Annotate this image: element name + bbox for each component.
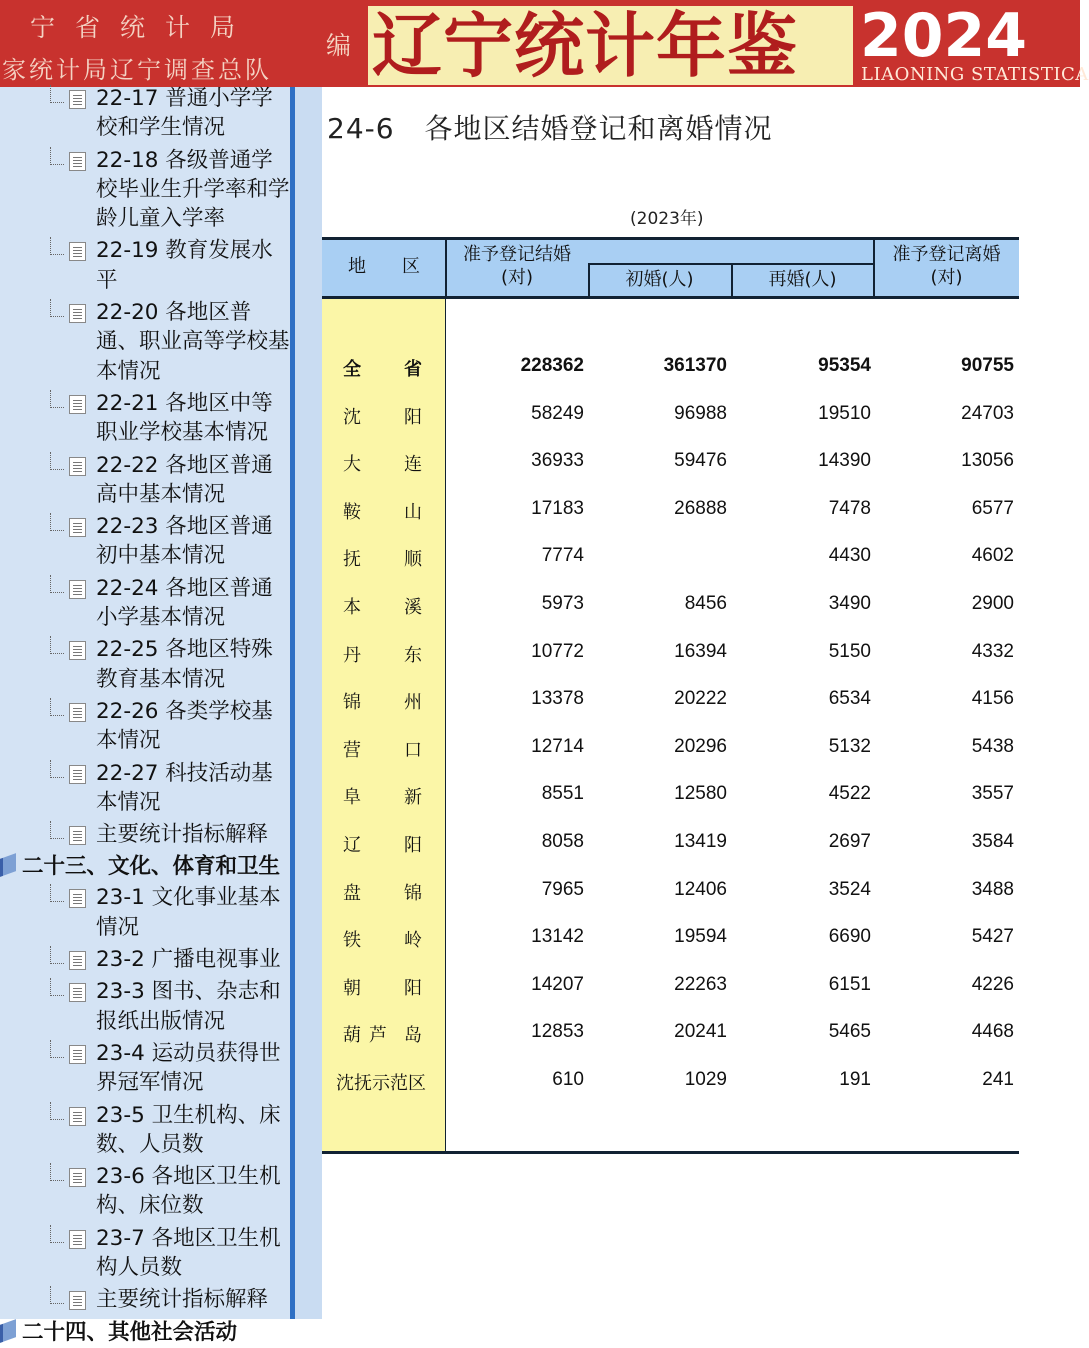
- first-marriage-count: 20222: [674, 688, 727, 710]
- table-row: [322, 688, 1019, 728]
- region-name-part: 沈: [343, 406, 361, 428]
- tree-item-label: 二十三、文化、体育和卫生: [22, 854, 281, 880]
- table-row: [322, 736, 1019, 776]
- tree-connector: [50, 1163, 64, 1181]
- tree-connector: [50, 1102, 64, 1120]
- marriage-count: 12853: [531, 1021, 584, 1043]
- content-pane: [322, 87, 1080, 1319]
- tree-item-label: 23-3 图书、杂志和报纸出版情况: [96, 979, 281, 1034]
- marriage-count: 5973: [541, 593, 584, 614]
- tree-list: [0, 83, 290, 1348]
- document-icon: [69, 951, 86, 970]
- tree-connector: [50, 884, 64, 902]
- header-divider: [588, 263, 874, 265]
- tree-connector: [50, 452, 64, 470]
- tree-leaf[interactable]: [0, 882, 290, 944]
- region-name-part: 口: [404, 739, 422, 761]
- document-icon: [69, 304, 86, 323]
- yearbook-english-title: LIAONING STATISTICA: [861, 64, 1089, 85]
- document-icon: [69, 457, 86, 476]
- divorce-count: 3557: [971, 783, 1014, 805]
- divorce-count: 4156: [971, 688, 1014, 710]
- tree-connector: [50, 698, 64, 716]
- marriage-count: 8058: [541, 831, 584, 852]
- divorce-count: 3488: [971, 878, 1014, 900]
- first-marriage-count: 12406: [674, 878, 727, 900]
- region-name-part: 东: [404, 644, 422, 666]
- tree-leaf[interactable]: [0, 1284, 290, 1316]
- divorce-count: 2900: [971, 593, 1014, 614]
- tree-item-label: 22-25 各地区特殊教育基本情况: [96, 637, 273, 692]
- tree-item-label: 23-7 各地区卫生机构人员数: [96, 1225, 281, 1280]
- divorce-count: 241: [982, 1069, 1014, 1090]
- tree-leaf[interactable]: [0, 388, 290, 450]
- region-name-part: 山: [404, 501, 422, 523]
- remarriage-count: 5150: [828, 640, 871, 662]
- table-row: [322, 926, 1019, 966]
- tree-connector: [50, 978, 64, 996]
- remarriage-count: 19510: [818, 402, 871, 424]
- header-marriage-unit: (对): [500, 267, 534, 288]
- remarriage-count: 95354: [818, 355, 871, 376]
- document-icon: [69, 395, 86, 414]
- tree-connector: [50, 821, 64, 839]
- document-icon: [69, 580, 86, 599]
- tree-leaf[interactable]: [0, 573, 290, 635]
- document-icon: [69, 152, 86, 171]
- remarriage-count: 2697: [828, 831, 871, 852]
- tree-item-label: 22-20 各地区普通、职业高等学校基本情况: [96, 300, 290, 384]
- tree-leaf[interactable]: [0, 511, 290, 573]
- divorce-count: 6577: [971, 497, 1014, 519]
- divorce-count: 4332: [971, 640, 1014, 662]
- tree-item-label: 22-18 各级普通学校毕业生升学率和学龄儿童入学率: [96, 147, 290, 232]
- first-marriage-count: 20296: [674, 735, 727, 757]
- divorce-count: 5438: [971, 735, 1014, 757]
- region-name-part: 辽: [343, 835, 361, 856]
- remarriage-count: 4522: [828, 783, 871, 805]
- tree-connector: [50, 237, 64, 255]
- region-name-part: 省: [404, 359, 422, 380]
- tree-branch[interactable]: [0, 851, 290, 882]
- region-name-part: 营: [343, 739, 361, 761]
- region-name: 沈抚示范区: [336, 1073, 426, 1094]
- region-name-part: 锦: [343, 692, 361, 714]
- tree-connector: [50, 1040, 64, 1058]
- tree-branch[interactable]: [0, 1317, 290, 1348]
- divorce-count: 3584: [971, 831, 1014, 852]
- tree-leaf[interactable]: [0, 297, 290, 388]
- document-icon: [69, 1230, 86, 1249]
- tree-item-label: 主要统计指标解释: [96, 822, 269, 848]
- remarriage-count: 14390: [818, 450, 871, 472]
- tree-connector: [50, 575, 64, 593]
- document-icon: [69, 889, 86, 908]
- divorce-count: 4468: [971, 1021, 1014, 1043]
- tree-item-label: 二十四、其他社会活动: [22, 1319, 238, 1345]
- edit-label: 编: [326, 31, 352, 60]
- tree-item-label: 主要统计指标解释: [96, 1287, 269, 1313]
- tree-item-label: 23-5 卫生机构、床数、人员数: [96, 1102, 281, 1157]
- table-row: [322, 783, 1019, 823]
- tree-leaf[interactable]: [0, 1161, 290, 1223]
- table-title: 各地区结婚登记和离婚情况: [424, 112, 773, 145]
- region-name-part: 丹: [343, 644, 361, 666]
- tree-leaf[interactable]: [0, 696, 290, 758]
- header-marriage: 准予登记结婚: [463, 244, 571, 265]
- first-marriage-count: 13419: [674, 831, 727, 852]
- document-icon: [69, 1168, 86, 1187]
- region-name-part: 全: [343, 359, 361, 380]
- marriage-count: 228362: [520, 355, 584, 376]
- tree-connector: [50, 1286, 64, 1304]
- region-name-part: 盘: [343, 882, 361, 904]
- document-icon: [69, 826, 86, 845]
- book-icon: [0, 1319, 16, 1343]
- region-name-part: 铁: [343, 930, 361, 952]
- region-name-part: 溪: [404, 597, 422, 618]
- tree-connector: [50, 85, 64, 103]
- tree-item-label: 22-26 各类学校基本情况: [96, 698, 273, 754]
- marriage-count: 58249: [531, 402, 584, 424]
- tree-leaf[interactable]: [0, 819, 290, 851]
- header-divorce: 准予登记离婚: [892, 244, 1001, 265]
- remarriage-count: 6534: [828, 688, 871, 710]
- tree-leaf[interactable]: [0, 976, 290, 1038]
- yearbook-title: 辽宁统计年鉴: [372, 4, 798, 87]
- region-name-part: 阳: [404, 977, 422, 999]
- first-marriage-count: 26888: [674, 497, 727, 519]
- table-row: [322, 974, 1019, 1014]
- marriage-count: 13142: [531, 926, 584, 948]
- region-name-part: 抚: [343, 549, 361, 571]
- first-marriage-count: 16394: [674, 640, 727, 662]
- tree-item-label: 23-2 广播电视事业: [96, 947, 281, 973]
- document-icon: [69, 1107, 86, 1126]
- tree-connector: [50, 636, 64, 654]
- document-icon: [69, 242, 86, 261]
- tree-item-label: 22-19 教育发展水平: [96, 238, 273, 293]
- region-name-part: 葫芦: [343, 1025, 395, 1047]
- header-first-marriage: 初婚(人): [625, 269, 694, 290]
- tree-leaf[interactable]: [0, 1223, 290, 1285]
- region-name-part: 大: [343, 454, 361, 476]
- remarriage-count: 191: [839, 1069, 871, 1090]
- marriage-count: 17183: [531, 497, 584, 519]
- region-name-part: 岛: [404, 1025, 422, 1047]
- table-row: [322, 1069, 1019, 1109]
- region-name-part: 连: [404, 454, 422, 476]
- document-icon: [69, 518, 86, 537]
- table-row: [322, 593, 1019, 633]
- tree-connector: [50, 946, 64, 964]
- tree-item-label: 23-1 文化事业基本情况: [96, 885, 281, 940]
- document-icon: [69, 90, 86, 109]
- region-name-part: 本: [343, 597, 361, 618]
- document-icon: [69, 1045, 86, 1064]
- marriage-count: 7774: [541, 545, 584, 567]
- divorce-count: 24703: [961, 402, 1014, 424]
- marriage-count: 7965: [541, 878, 584, 900]
- tree-leaf[interactable]: [0, 1100, 290, 1162]
- tree-leaf[interactable]: [0, 235, 290, 297]
- tree-leaf[interactable]: [0, 1038, 290, 1100]
- tree-connector: [50, 390, 64, 408]
- tree-connector: [50, 760, 64, 778]
- tree-item-label: 23-6 各地区卫生机构、床位数: [96, 1164, 281, 1219]
- marriage-count: 8551: [541, 783, 584, 805]
- sidebar-gutter: [295, 87, 322, 1319]
- marriage-count: 10772: [531, 640, 584, 662]
- header-banner: [0, 0, 1089, 87]
- tree-item-label: 22-17 普通小学学校和学生情况: [96, 86, 273, 141]
- marriage-count: 36933: [531, 450, 584, 472]
- first-marriage-count: 96988: [674, 402, 727, 424]
- header-divorce-unit: (对): [930, 267, 963, 288]
- divorce-count: 13056: [961, 450, 1014, 472]
- divorce-count: 90755: [961, 355, 1014, 376]
- tree-connector: [50, 147, 64, 165]
- table-row: [322, 831, 1019, 871]
- tree-connector: [50, 1225, 64, 1243]
- tree-leaf[interactable]: [0, 758, 290, 820]
- remarriage-count: 5465: [828, 1021, 871, 1043]
- page-title: [327, 107, 773, 147]
- book-icon: [0, 854, 16, 878]
- first-marriage-count: 22263: [674, 973, 727, 995]
- region-name-part: 岭: [404, 930, 422, 952]
- tree-leaf[interactable]: [0, 944, 290, 976]
- region-name-part: 阳: [404, 406, 422, 428]
- tree-item-label: 22-27 科技活动基本情况: [96, 760, 273, 815]
- divorce-count: 4602: [971, 545, 1014, 567]
- tree-item-label: 23-4 运动员获得世界冠军情况: [96, 1040, 281, 1096]
- region-name-part: 州: [404, 692, 422, 714]
- table-row: [322, 879, 1019, 919]
- tree-leaf[interactable]: [0, 83, 290, 145]
- remarriage-count: 5132: [828, 735, 871, 757]
- first-marriage-count: 20241: [674, 1021, 727, 1043]
- tree-connector: [50, 513, 64, 531]
- first-marriage-count: 19594: [674, 926, 727, 948]
- header-region: 地 区: [348, 256, 420, 277]
- publisher-line-2: 家统计局辽宁调查总队: [2, 56, 272, 84]
- marriage-count: 610: [552, 1069, 584, 1090]
- tree-item-label: 22-21 各地区中等职业学校基本情况: [96, 390, 273, 446]
- divorce-count: 4226: [971, 973, 1014, 995]
- first-marriage-count: 12580: [674, 783, 727, 805]
- remarriage-count: 3524: [828, 878, 871, 900]
- remarriage-count: 6151: [828, 973, 871, 995]
- remarriage-count: 4430: [828, 545, 871, 567]
- marriage-count: 12714: [531, 735, 584, 757]
- region-name-part: 阜: [343, 787, 361, 809]
- table-row: [322, 1021, 1019, 1061]
- region-name-part: 阳: [404, 835, 422, 856]
- marriage-count: 14207: [531, 973, 584, 995]
- yearbook-year: 2024: [860, 1, 1027, 71]
- region-name-part: 朝: [343, 977, 361, 999]
- publisher-line-1: 宁省统计局: [30, 13, 256, 42]
- remarriage-count: 6690: [828, 926, 871, 948]
- tree-leaf[interactable]: [0, 634, 290, 696]
- region-name-part: 鞍: [343, 501, 361, 523]
- table-row: [322, 403, 1019, 443]
- remarriage-count: 3490: [828, 593, 871, 614]
- document-icon: [69, 641, 86, 660]
- tree-leaf[interactable]: [0, 145, 290, 236]
- table-row: [322, 641, 1019, 681]
- document-icon: [69, 703, 86, 722]
- tree-connector: [50, 299, 64, 317]
- region-name-part: 锦: [404, 882, 422, 904]
- tree-item-label: 22-22 各地区普通高中基本情况: [96, 452, 273, 507]
- marriage-count: 13378: [531, 688, 584, 710]
- region-name-part: 顺: [404, 549, 422, 571]
- year-note: (2023年): [630, 209, 704, 229]
- first-marriage-count: 59476: [674, 450, 727, 472]
- remarriage-count: 7478: [828, 497, 871, 519]
- first-marriage-count: 8456: [684, 593, 727, 614]
- tree-item-label: 22-24 各地区普通小学基本情况: [96, 575, 273, 631]
- first-marriage-count: 361370: [663, 355, 727, 376]
- tree-leaf[interactable]: [0, 450, 290, 512]
- document-icon: [69, 983, 86, 1002]
- table-row: [322, 498, 1019, 538]
- region-name-part: 新: [404, 787, 422, 809]
- divorce-count: 5427: [971, 926, 1014, 948]
- table-code: 24-6: [327, 112, 395, 145]
- first-marriage-count: 1029: [684, 1069, 727, 1090]
- sidebar-tree-panel[interactable]: [0, 86, 290, 1345]
- table-row: [322, 355, 1019, 395]
- tree-item-label: 22-23 各地区普通初中基本情况: [96, 514, 273, 569]
- document-icon: [69, 765, 86, 784]
- document-icon: [69, 1291, 86, 1310]
- table-bottom-rule: [322, 1151, 1019, 1154]
- header-remarriage: 再婚(人): [768, 269, 837, 290]
- table-row: [322, 545, 1019, 585]
- table-row: [322, 450, 1019, 490]
